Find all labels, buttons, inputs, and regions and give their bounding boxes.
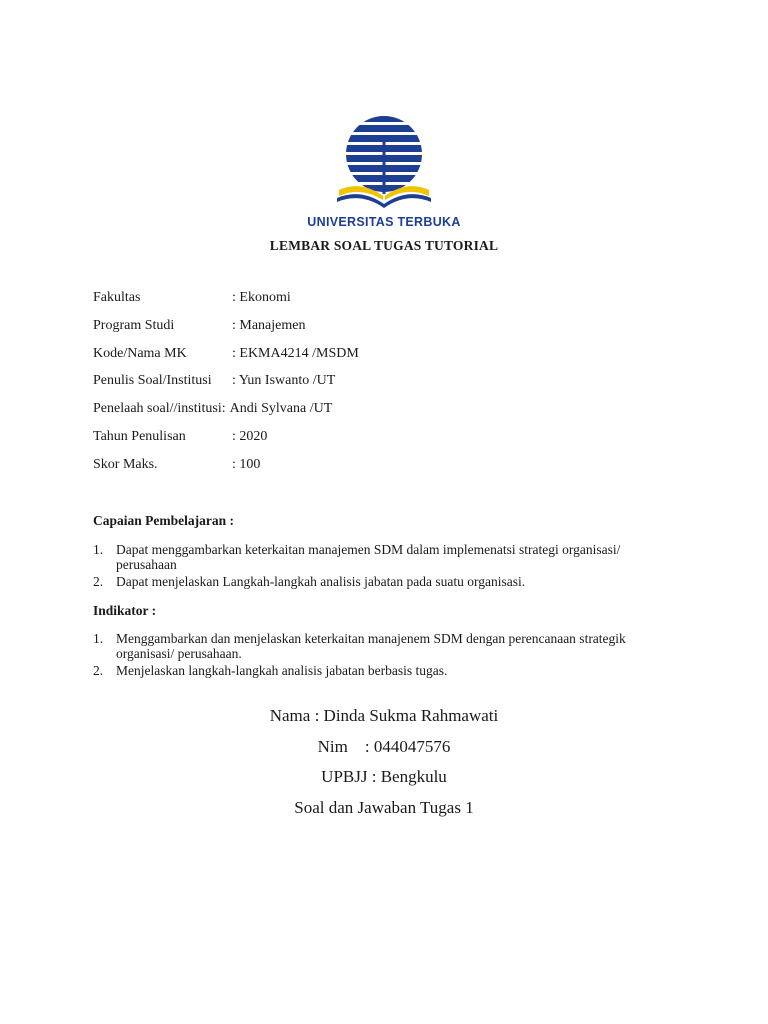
student-nim: Nim : 044047576: [317, 736, 451, 756]
student-identity: [0, 706, 768, 829]
info-row-penulis-soal: [93, 373, 359, 401]
info-row-kode-mk: [93, 346, 359, 374]
list-text: Dapat menjelaskan Langkah-langkah analisis jabatan pada suatu organisasi.: [116, 574, 526, 589]
capaian-list: [93, 542, 673, 591]
list-number: 1.: [93, 631, 104, 646]
info-value: : Manajemen: [232, 317, 306, 333]
university-logo: [0, 112, 768, 229]
page-title: LEMBAR SOAL TUGAS TUTORIAL: [269, 238, 499, 253]
info-value: Andi Sylvana /UT: [229, 401, 333, 417]
indikator-heading: Indikator :: [93, 603, 157, 618]
list-text: Dapat menggambarkan keterkaitan manajemen SDM dalam implemenatsi strategi organisasi/ perusahaan: [116, 542, 621, 572]
list-item: [93, 574, 673, 589]
list-number: 1.: [93, 542, 104, 557]
info-row-penelaah-soal: [93, 401, 359, 429]
list-number: 2.: [93, 663, 104, 678]
info-label: Penelaah soal//institusi:: [93, 401, 226, 417]
info-value: : 100: [232, 456, 261, 472]
list-item: [93, 542, 673, 572]
info-value: : 2020: [232, 428, 268, 444]
assignment-title: Soal dan Jawaban Tugas 1: [294, 798, 474, 818]
info-row-skor-maks: [93, 457, 359, 485]
info-row-fakultas: [93, 290, 359, 318]
list-item: [93, 631, 673, 661]
info-value: : EKMA4214 /MSDM: [232, 345, 359, 361]
list-number: 2.: [93, 574, 104, 589]
student-name: Nama : Dinda Sukma Rahmawati: [269, 706, 499, 725]
info-row-program-studi: [93, 318, 359, 346]
info-row-tahun-penulisan: [93, 429, 359, 457]
info-value: : Ekonomi: [232, 290, 291, 305]
student-upbjj: UPBJJ : Bengkulu: [321, 767, 447, 787]
info-label: Skor Maks.: [93, 456, 158, 472]
globe-book-icon: [329, 112, 439, 212]
info-label: Penulis Soal/Institusi: [93, 373, 212, 389]
info-label: Kode/Nama MK: [93, 345, 187, 361]
capaian-heading: Capaian Pembelajaran :: [93, 513, 234, 528]
list-text: Menggambarkan dan menjelaskan keterkaitan manajenem SDM dengan perencanaan strategik organisasi/ perusahaan.: [116, 631, 626, 661]
info-label: Fakultas: [93, 290, 141, 305]
info-label: Tahun Penulisan: [93, 428, 186, 444]
indikator-list: [93, 631, 673, 680]
info-value: : Yun Iswanto /UT: [232, 373, 336, 389]
info-table: [93, 290, 359, 485]
info-label: Program Studi: [93, 317, 175, 333]
list-item: [93, 663, 673, 678]
list-text: Menjelaskan langkah-langkah analisis jabatan berbasis tugas.: [116, 663, 448, 678]
logo-text: UNIVERSITAS TERBUKA: [307, 215, 461, 229]
